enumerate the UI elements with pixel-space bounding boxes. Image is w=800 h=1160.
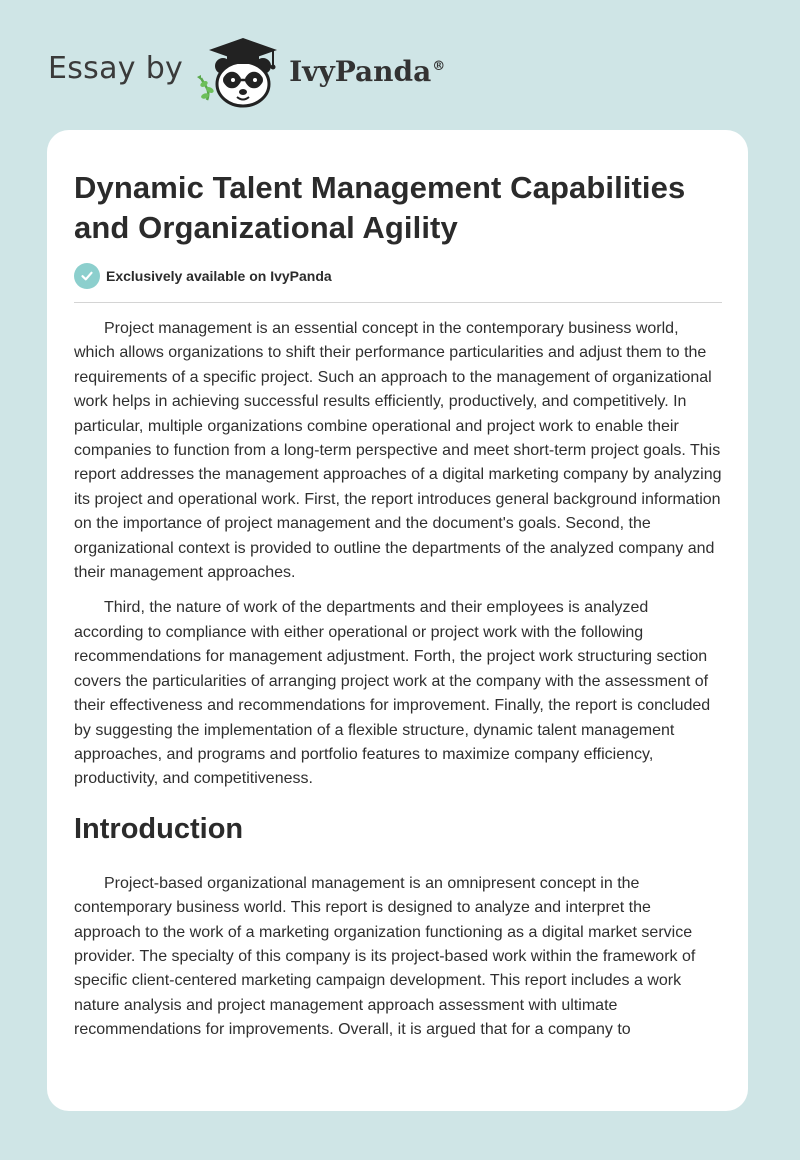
brand-name[interactable]: IvyPanda® [289,54,446,88]
exclusive-badge [74,262,722,290]
essay-by-label: Essay by [48,50,184,86]
exclusive-label: Exclusively available on IvyPanda [106,268,332,284]
divider [74,302,722,303]
body-paragraph: Project management is an essential concept in the contemporary business world, which allows organizations to shift their performance particularities and adjust them to the requirements of a specific project. Such an approach to the management of organizational work helps in achieving successful results efficiently, productively, and competitively. In particular, multiple organizations combine operational and project work to enable their companies to function from a long-term perspective and meet short-term project goals. This report addresses the management approaches of a digital marketing company by analyzing its project and operational work. First, the report introduces general background information on the importance of project management and the document's goals. Second, the organizational context is provided to outline the departments of the analyzed company and their management approaches. [74,320,722,582]
essay-card [47,130,748,1111]
section-heading-introduction: Introduction [74,812,244,845]
site-header [48,30,445,110]
body-paragraph: Third, the nature of work of the departments and their employees is analyzed according to compliance with either operational or project work with the following recommendations for management adjustment. Forth, the project work structuring section covers the particularities of arranging project work at the company with the assessment of their effectiveness and recommendations for improvement. Finally, the report is concluded by suggesting the implementation of a flexible structure, dynamic talent management approaches, and programs and portfolio features to maximize company efficiency, productivity, and competitiveness. [74,599,711,788]
body-paragraph: Project-based organizational management is an omnipresent concept in the contemporary business world. This report is designed to analyze and interpret the approach to the work of a marketing organization functioning as a digital market service provider. The specialty of this company is its project-based work within the framework of specific client-centered marketing campaign development. This report includes a work nature analysis and project management approach assessment with ultimate recommendations for improvements. Overall, it is argued that for a company to [74,874,696,1039]
panda-graduate-logo-icon[interactable] [197,30,287,110]
check-circle-icon [74,263,100,289]
page-title: Dynamic Talent Management Capabilities and Organizational Agility [74,170,686,245]
registered-mark: ® [432,59,446,75]
